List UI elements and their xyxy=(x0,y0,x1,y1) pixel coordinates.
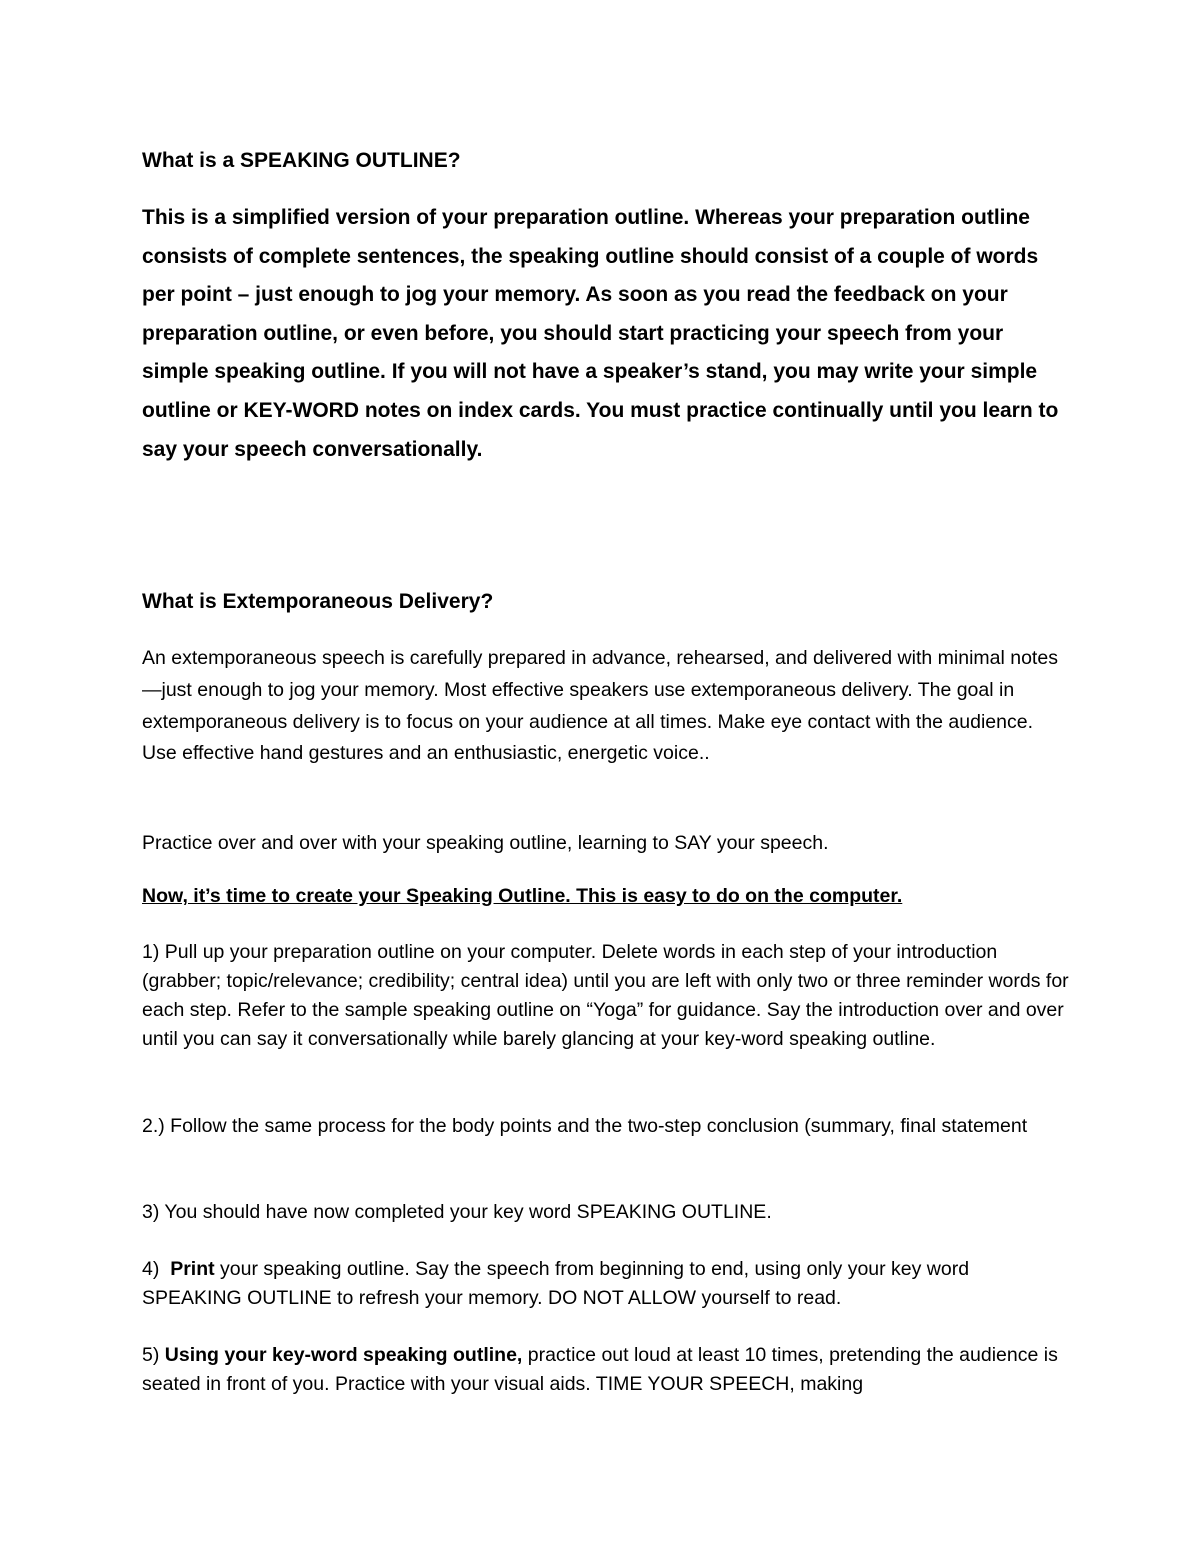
step-5-number: 5) xyxy=(142,1344,160,1366)
extemporaneous-paragraph: An extemporaneous speech is carefully prepared in advance, rehearsed, and delivered with minimal notes—just enough to jog your memory. Most effective speakers use extemporaneous delivery. The goal in extemporaneous delivery is to focus on your audience at all times. Make eye contact with the audience. Use effective hand gestures and an enthusiastic, energetic voice.. xyxy=(142,647,1058,765)
step-2: 2.) Follow the same process for the body points and the two-step conclusion (summary, final statement xyxy=(142,1115,1028,1137)
step-5-bold: Using your key-word speaking outline, xyxy=(164,1344,523,1366)
extemporaneous-heading: What is Extemporaneous Delivery? xyxy=(142,590,494,613)
step-1: 1) Pull up your preparation outline on your computer. Delete words in each step of your introduction (grabber; topic/relevance; credibility; central idea) until you are left with only two or three reminder words for each step. Refer to the sample speaking outline on “Yoga” for guidance. Say the introduction over and over until you can say it conversationally while barely glancing at your key-word speaking outline. xyxy=(142,941,1069,1050)
speaking-outline-heading: What is a SPEAKING OUTLINE? xyxy=(142,149,461,172)
practice-paragraph: Practice over and over with your speaking outline, learning to SAY your speech. xyxy=(142,832,829,854)
step-4-text: your speaking outline. Say the speech from beginning to end, using only your key word SPEAKING OUTLINE to refresh your memory. DO NOT ALLOW yourself to read. xyxy=(142,1258,970,1309)
step-3: 3) You should have now completed your key word SPEAKING OUTLINE. xyxy=(142,1201,772,1223)
step-4-number: 4) xyxy=(142,1258,160,1280)
step-4 xyxy=(142,1255,1072,1313)
step-4-bold: Print xyxy=(170,1258,215,1280)
speaking-outline-paragraph: This is a simplified version of your preparation outline. Whereas your preparation outline consists of complete sentences, the speaking outline should consist of a couple of words per point – just enough to jog your memory. As soon as you read the feedback on your preparation outline, or even before, you should start practicing your speech from your simple speaking outline. If you will not have a speaker’s stand, you may write your simple outline or KEY-WORD notes on index cards. You must practice continually until you learn to say your speech conversationally. xyxy=(142,206,1059,461)
create-outline-heading: Now, it’s time to create your Speaking Outline. This is easy to do on the computer. xyxy=(142,885,903,907)
step-5-text: practice out loud at least 10 times, pretending the audience is seated in front of you. Practice with your visual aids. TIME YOUR SPEECH, making xyxy=(142,1344,1058,1395)
step-5 xyxy=(142,1341,1072,1399)
